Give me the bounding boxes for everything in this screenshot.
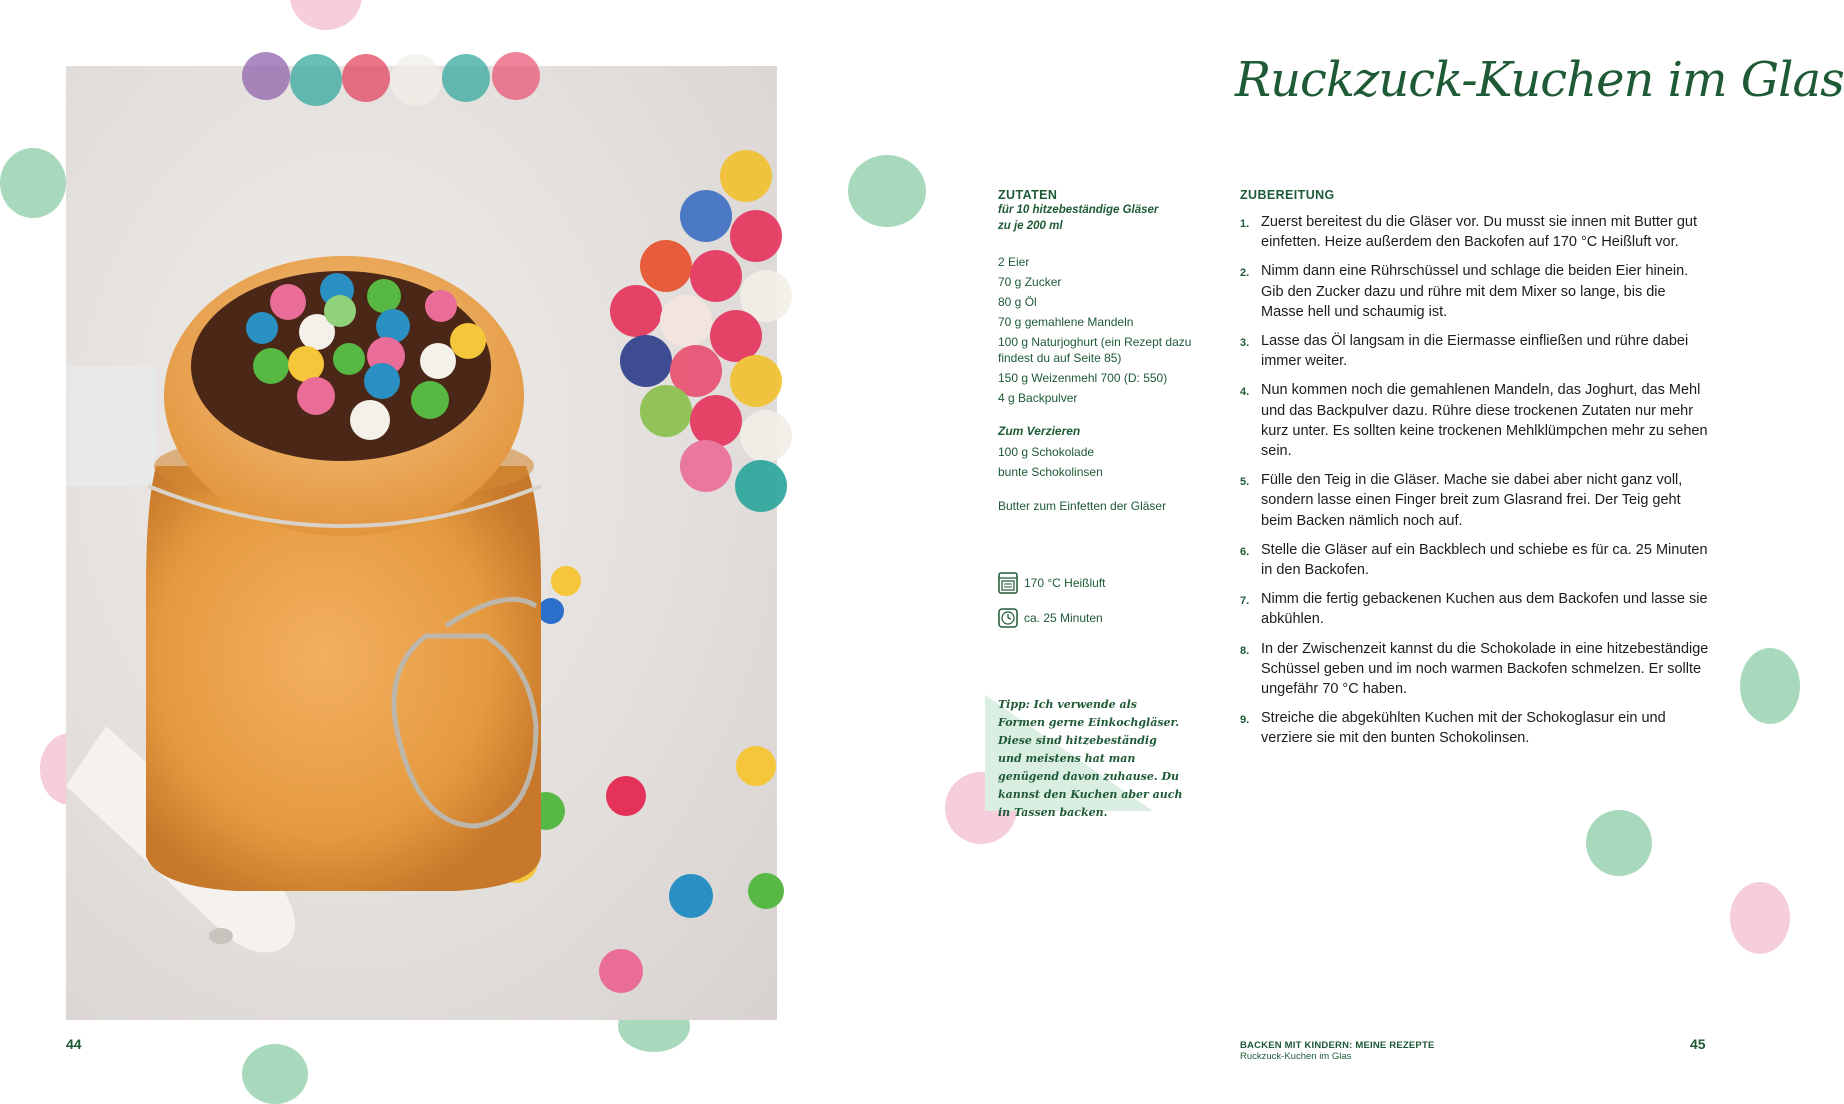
oven-temperature <box>998 572 1106 594</box>
page-number-left: 44 <box>66 1036 82 1052</box>
step-number: 8. <box>1240 644 1250 657</box>
ingredient-item: 80 g Öl <box>998 295 1037 309</box>
step-item <box>1240 261 1710 322</box>
step-item <box>1240 380 1710 461</box>
recipe-photo <box>66 66 777 1020</box>
step-item <box>1240 639 1710 700</box>
page-number-right: 45 <box>1690 1036 1706 1052</box>
step-text: Nimm dann eine Rührschüssel und schlage die beiden Eier hinein. Gib den Zucker dazu und rühre mit dem Mixer so lange, bis die Masse hell und schaumig ist. <box>1261 263 1689 320</box>
ingredient-list <box>998 254 1208 406</box>
preparation-heading: ZUBEREITUNG <box>1240 188 1335 202</box>
tip-label: Tipp: <box>998 698 1030 711</box>
recipe-name: Ruckzuck-Kuchen im Glas <box>1240 1051 1352 1062</box>
decor-dot <box>1730 882 1790 954</box>
step-text: Nun kommen noch die gemahlenen Mandeln, das Joghurt, das Mehl und das Backpulver dazu. Rühre diese trockenen Zutaten nur mehr kurz unter. Es sollten keine trockenen Mehlklümpchen mehr zu sehen sein. <box>1261 382 1708 460</box>
step-item <box>1240 212 1710 252</box>
step-number: 1. <box>1240 218 1250 230</box>
step-text: In der Zwischenzeit kannst du die Schokolade in eine hitzebeständige Schüssel geben und im noch warmen Backofen schmelzen. Er sollte ungefähr 70 °C haben. <box>1261 640 1709 698</box>
ingredients-heading: ZUTATEN <box>998 188 1058 202</box>
decoration-heading: Zum Verzieren <box>998 424 1081 438</box>
tip-box <box>998 696 1183 822</box>
clock-icon <box>998 607 1018 629</box>
ingredient-item: 100 g Naturjoghurt (ein Rezept dazu findest du auf Seite 85) <box>998 335 1192 365</box>
step-number: 6. <box>1240 545 1250 558</box>
ingredient-item: 70 g Zucker <box>998 275 1062 289</box>
ingredient-item: 2 Eier <box>998 255 1030 269</box>
ingredient-item: 4 g Backpulver <box>998 391 1078 405</box>
step-text: Lasse das Öl langsam in die Eiermasse einfließen und rühre dabei immer weiter. <box>1261 333 1689 370</box>
decor-dot <box>1740 648 1800 724</box>
step-number: 9. <box>1240 714 1250 727</box>
step-item <box>1240 708 1710 748</box>
step-number: 7. <box>1240 595 1250 608</box>
oven-temperature-label: 170 °C Heißluft <box>1024 576 1106 590</box>
step-text: Nimm die fertig gebackenen Kuchen aus dem Backofen und lasse sie abkühlen. <box>1261 591 1708 628</box>
step-text: Stelle die Gläser auf ein Backblech und schiebe es für ca. 25 Minuten in den Backofen. <box>1261 541 1708 579</box>
running-footer <box>1240 1040 1435 1062</box>
decor-dot <box>290 0 362 30</box>
decor-dot <box>0 148 66 218</box>
extra-ingredient: Butter zum Einfetten der Gläser <box>998 499 1167 513</box>
ingredient-item: 150 g Weizenmehl 700 (D: 550) <box>998 371 1168 385</box>
tip-text: Ich verwende als Formen gerne Einkochgläser. Diese sind hitzebeständig und meistens hat man genügend davon zuhause. Du kannst den Kuchen aber auch in Tassen backen. <box>998 698 1183 819</box>
step-text: Zuerst bereitest du die Gläser vor. Du musst sie innen mit Butter gut einfetten. Heize außerdem den Backofen auf 170 °C Heißluft vor. <box>1261 214 1697 251</box>
ingredient-item: 100 g Schokolade <box>998 445 1095 459</box>
step-item <box>1240 331 1710 371</box>
ingredients-section <box>998 188 1208 514</box>
decoration-list <box>998 444 1208 480</box>
step-number: 2. <box>1240 267 1250 280</box>
decor-dot <box>242 1044 308 1104</box>
ingredient-item: bunte Schokolinsen <box>998 465 1103 479</box>
decoration-section <box>998 424 1208 480</box>
step-list <box>1240 212 1710 749</box>
step-number: 5. <box>1240 476 1250 489</box>
book-title: BACKEN MIT KINDERN: MEINE REZEPTE <box>1240 1040 1435 1051</box>
step-number: 3. <box>1240 337 1250 350</box>
baking-time-label: ca. 25 Minuten <box>1024 611 1103 625</box>
ingredient-item: 70 g gemahlene Mandeln <box>998 315 1134 329</box>
oven-icon <box>998 572 1018 594</box>
step-text: Streiche die abgekühlten Kuchen mit der Schokoglasur ein und verziere sie mit den bunten Schokolinsen. <box>1261 710 1666 747</box>
page-title: Ruckzuck-Kuchen im Glas <box>1235 52 1844 108</box>
preparation-section <box>1240 188 1710 758</box>
decor-dot <box>848 155 926 227</box>
step-item <box>1240 589 1710 629</box>
step-text: Fülle den Teig in die Gläser. Mache sie dabei aber nicht ganz voll, sondern lasse einen Finger breit zum Glasrand frei. Der Teig geht beim Backen nämlich noch auf. <box>1261 472 1683 529</box>
decor-dot <box>1586 810 1652 876</box>
step-item <box>1240 470 1710 531</box>
baking-time <box>998 607 1103 629</box>
step-item <box>1240 540 1710 580</box>
yield-line-2: zu je 200 ml <box>998 220 1063 232</box>
step-number: 4. <box>1240 386 1250 399</box>
yield-line-1: für 10 hitzebeständige Gläser <box>998 204 1159 216</box>
